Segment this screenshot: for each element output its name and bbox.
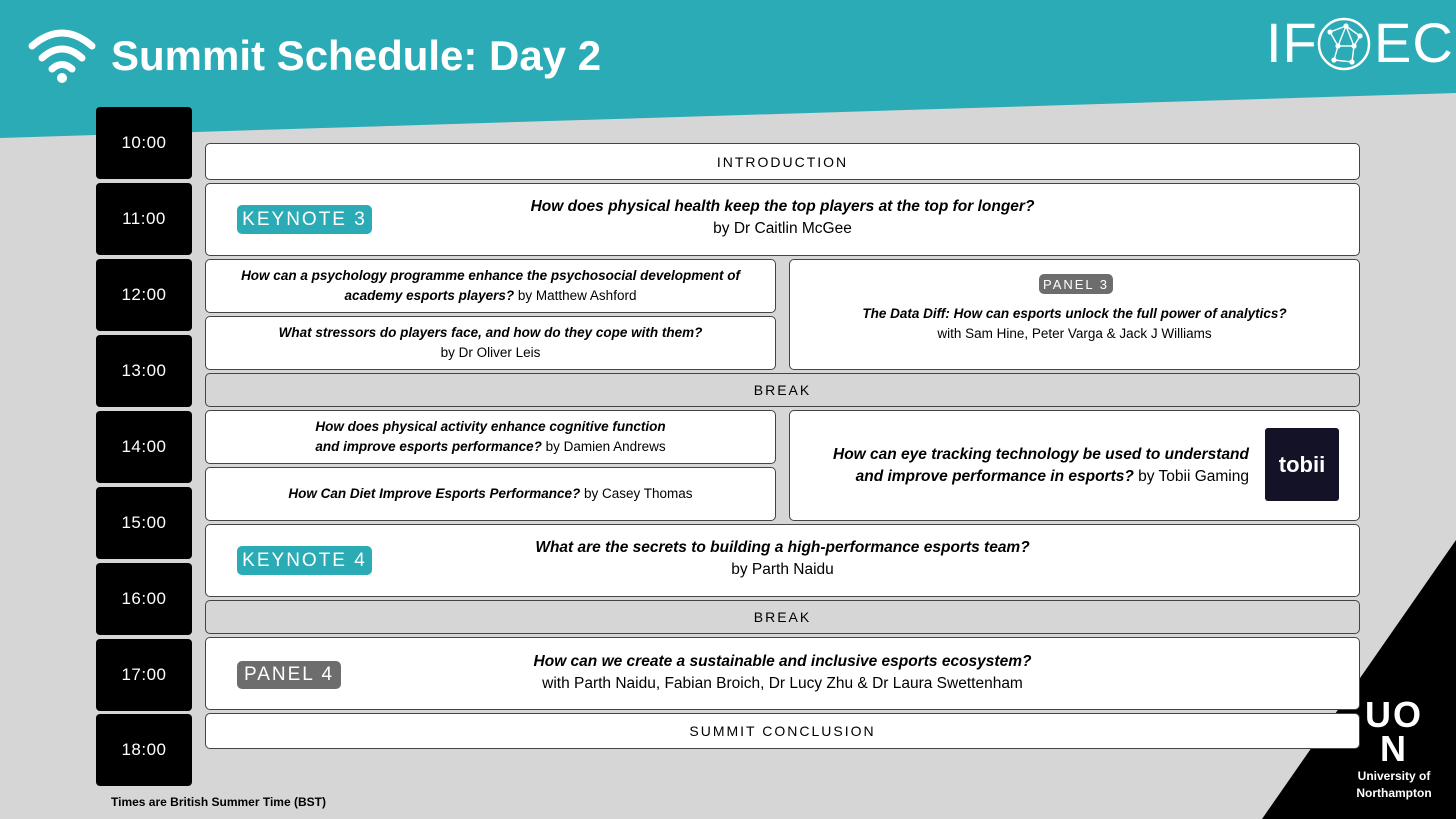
session-label: SUMMIT CONCLUSION <box>689 723 876 739</box>
session-panel-3 <box>789 259 1360 370</box>
uon-mark-bottom: N <box>1380 728 1408 769</box>
session-physical-activity <box>205 410 776 464</box>
session-question: How can we create a sustainable and inclusive esports ecosystem? <box>533 653 1032 670</box>
session-stressors <box>205 316 776 370</box>
time-slot: 15:00 <box>96 487 192 559</box>
timezone-note: Times are British Summer Time (BST) <box>111 795 326 809</box>
session-question: How does physical health keep the top players at the top for longer? <box>530 198 1035 215</box>
session-label: BREAK <box>753 382 812 398</box>
ifoec-logo <box>1264 11 1454 74</box>
uon-name-line2: Northampton <box>1356 786 1432 800</box>
time-slot: 18:00 <box>96 714 192 786</box>
session-break <box>205 373 1360 407</box>
university-of-northampton-logo <box>1348 694 1440 800</box>
session-introduction <box>205 143 1360 180</box>
session-question-cont: and improve esports performance? <box>315 439 542 454</box>
time-slot: 14:00 <box>96 411 192 483</box>
session-label: INTRODUCTION <box>716 153 849 170</box>
session-keynote-3 <box>205 183 1360 256</box>
session-speaker: by Matthew Ashford <box>514 288 637 303</box>
logo-text-right: EC <box>1374 11 1454 74</box>
session-conclusion <box>205 713 1360 749</box>
session-question-cont: and improve performance in esports? <box>855 468 1134 485</box>
keynote-badge: KEYNOTE 4 <box>237 546 372 575</box>
logo-text-left: IF <box>1266 11 1318 74</box>
session-question: The Data Diff: How can esports unlock the full power of analytics? <box>862 306 1287 321</box>
session-speaker: by Dr Caitlin McGee <box>713 220 852 237</box>
session-psychology <box>205 259 776 313</box>
network-globe-icon <box>1316 16 1372 72</box>
session-speaker: by Casey Thomas <box>580 486 693 501</box>
session-speaker: by Dr Oliver Leis <box>440 345 541 360</box>
session-question: What are the secrets to building a high-performance esports team? <box>535 539 1030 556</box>
session-speaker: by Tobii Gaming <box>1133 468 1249 485</box>
time-slot: 10:00 <box>96 107 192 179</box>
tobii-logo <box>1265 428 1339 501</box>
uon-name-line1: University of <box>1357 769 1431 783</box>
session-question: How Can Diet Improve Esports Performance? <box>288 486 581 501</box>
wifi-icon <box>28 26 96 84</box>
session-panel-4 <box>205 637 1360 710</box>
time-slot: 13:00 <box>96 335 192 407</box>
session-speaker: by Parth Naidu <box>731 561 834 578</box>
uon-mark-top: UO <box>1365 694 1423 735</box>
page-title: Summit Schedule: Day 2 <box>111 32 602 79</box>
session-speaker: with Parth Naidu, Fabian Broich, Dr Lucy Zhu & Dr Laura Swettenham <box>542 675 1023 692</box>
panel-badge: PANEL 3 <box>1039 274 1113 294</box>
session-keynote-4 <box>205 524 1360 597</box>
session-label: BREAK <box>753 609 812 625</box>
session-break <box>205 600 1360 634</box>
tobii-logo-text: tobii <box>1278 451 1326 477</box>
session-speaker: by Damien Andrews <box>541 439 666 454</box>
time-slot: 12:00 <box>96 259 192 331</box>
session-speaker: with Sam Hine, Peter Varga & Jack J Williams <box>937 326 1212 341</box>
session-question-cont: academy esports players? <box>344 288 515 303</box>
session-diet <box>205 467 776 521</box>
time-slot: 16:00 <box>96 563 192 635</box>
session-question: How can eye tracking technology be used to understand <box>833 446 1249 463</box>
session-question: How can a psychology programme enhance the psychosocial development of <box>241 268 740 283</box>
session-question: How does physical activity enhance cognitive function <box>315 419 666 434</box>
keynote-badge: KEYNOTE 3 <box>237 205 372 234</box>
panel-badge: PANEL 4 <box>237 661 341 689</box>
time-slot: 17:00 <box>96 639 192 711</box>
time-slot: 11:00 <box>96 183 192 255</box>
session-question: What stressors do players face, and how do they cope with them? <box>278 325 703 340</box>
